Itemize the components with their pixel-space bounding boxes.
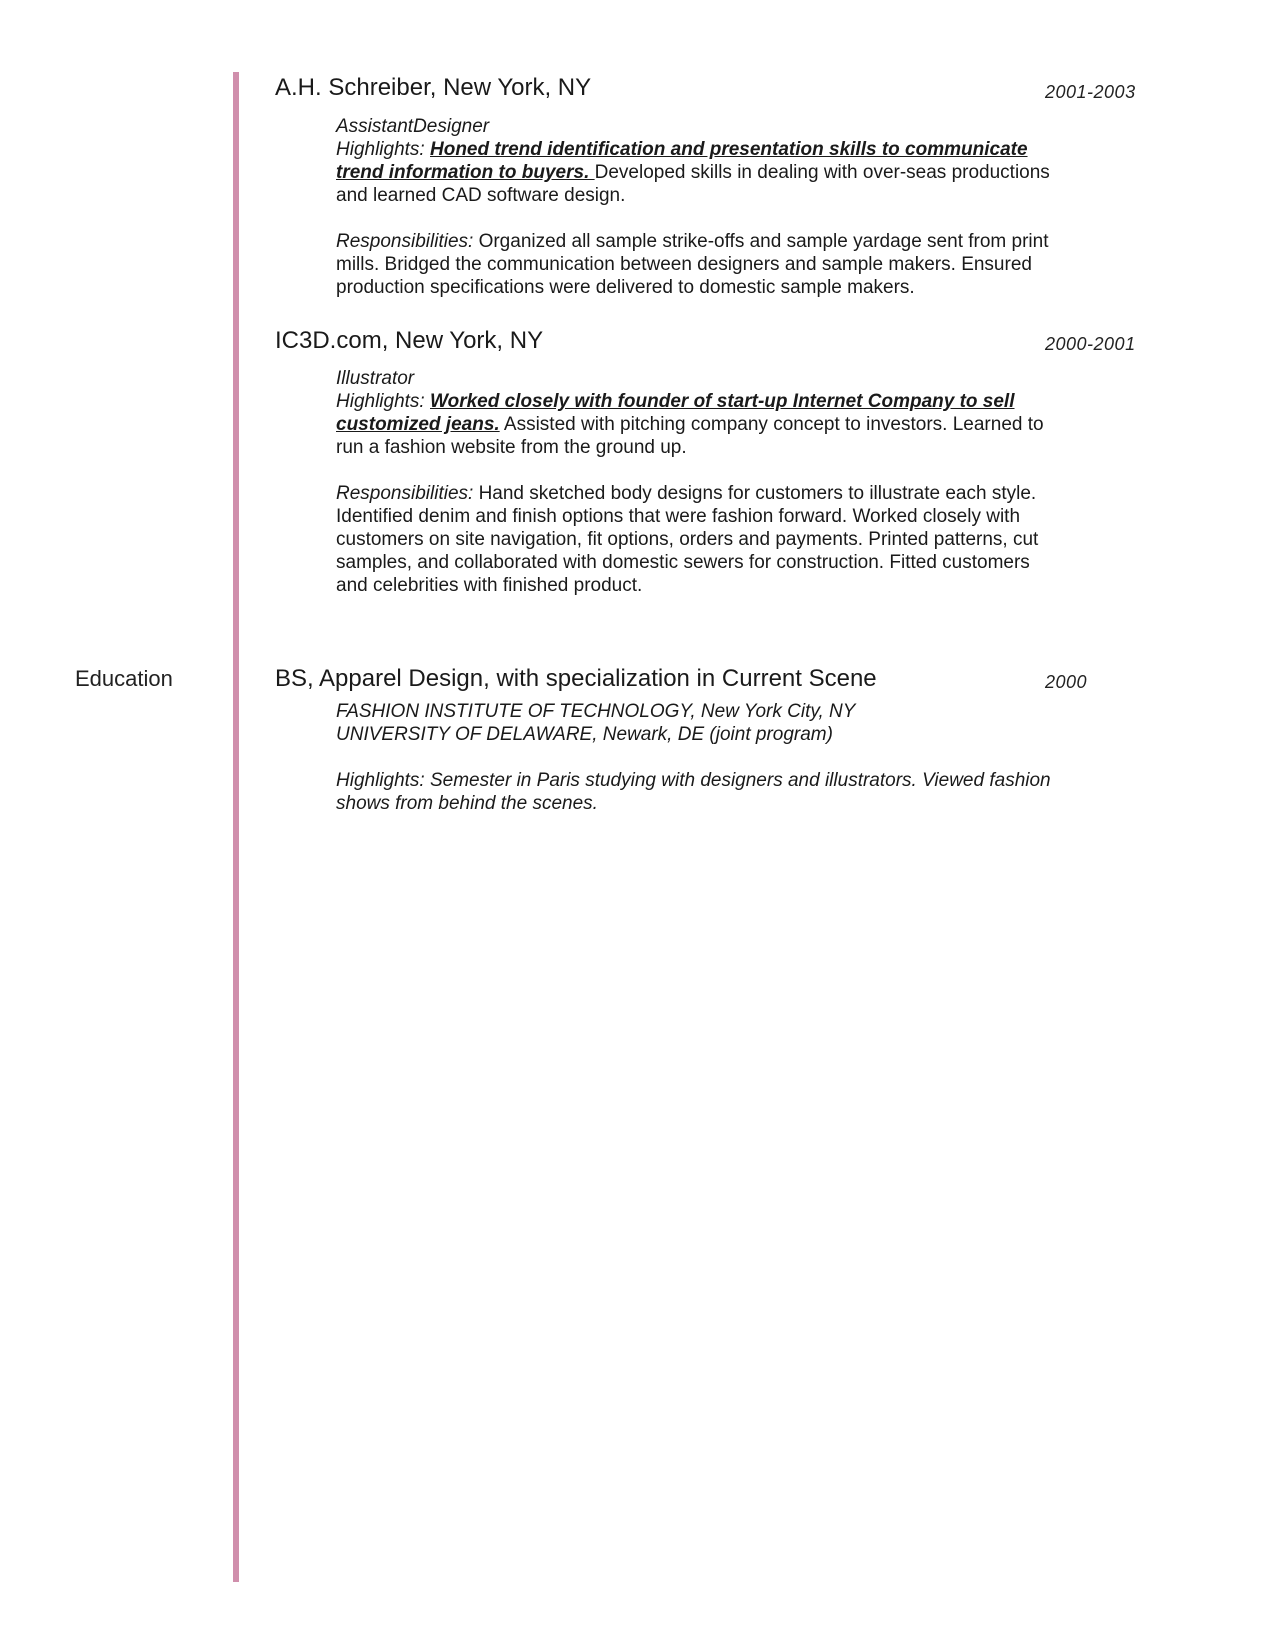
highlights-label: Highlights: [336,391,430,412]
accent-vertical-rule [233,72,239,1582]
school-line: UNIVERSITY OF DELAWARE, Newark, DE (joint program) [336,724,833,745]
job-role: AssistantDesigner [336,116,490,137]
experience-entry-body [336,367,1056,597]
education-highlights: Highlights: Semester in Paris studying with designers and illustrators. Viewed fashion shows from behind the scenes. [336,770,1051,814]
highlights-text: Developed skills in dealing with over-seas productions and learned CAD software design. [336,162,1050,206]
employer-title: A.H. Schreiber, New York, NY [275,74,592,101]
highlights-text: Assisted with pitching company concept to investors. Learned to run a fashion website from the ground up. [336,414,1044,458]
employer-title: IC3D.com, New York, NY [275,327,544,354]
responsibilities-paragraph [336,230,1056,299]
degree-title: BS, Apparel Design, with specialization in Current Scene [275,665,877,692]
job-role: Illustrator [336,368,415,389]
graduation-date: 2000 [1045,672,1088,692]
education-section-label: Education [75,666,173,691]
employment-dates: 2000-2001 [1045,334,1136,354]
highlights-emphasis: Honed trend identification and presentation skills to communicate trend information to buyers. [336,139,1028,183]
experience-entry-body [336,115,1056,299]
school-line: FASHION INSTITUTE OF TECHNOLOGY, New York City, NY [336,701,856,722]
highlights-paragraph [336,390,1056,459]
education-entry-body [336,700,1056,815]
responsibilities-label: Responsibilities: [336,483,474,504]
highlights-paragraph [336,138,1056,207]
responsibilities-text: Hand sketched body designs for customers to illustrate each style. Identified denim and finish options that were fashion forward. Worked closely with customers on site navigation, fit options, orders and payments. Printed patterns, cut samples, and collaborated with domestic sewers for construction. Fitted customers and celebrities with finished product. [336,483,1039,596]
employment-dates: 2001-2003 [1045,82,1136,102]
highlights-label: Highlights: [336,139,430,160]
responsibilities-text: Organized all sample strike-offs and sample yardage sent from print mills. Bridged the communication between designers and sample makers. Ensured production specifications were delivered to domestic sample makers. [336,231,1049,298]
responsibilities-paragraph [336,482,1056,597]
highlights-emphasis: Worked closely with founder of start-up Internet Company to sell customized jeans. [336,391,1015,435]
responsibilities-label: Responsibilities: [336,231,474,252]
